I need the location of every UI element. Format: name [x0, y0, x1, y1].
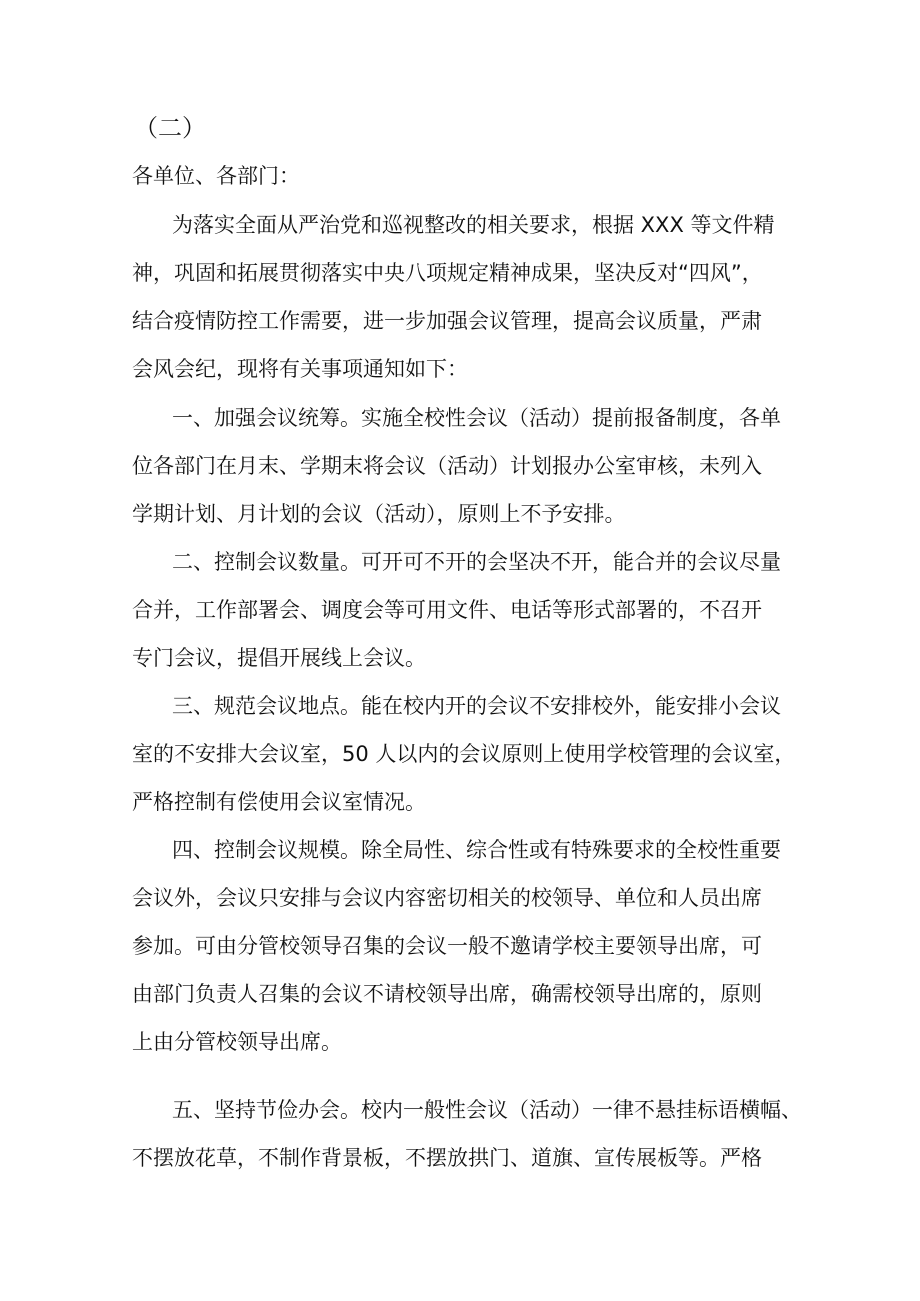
paragraph-line: 结合疫情防控工作需要，进一步加强会议管理，提高会议质量，严肃 — [132, 309, 762, 333]
paragraph-line: 会议外，会议只安排与会议内容密切相关的校领导、单位和人员出席 — [132, 886, 762, 910]
paragraph-line: 室的不安排大会议室，50 人以内的会议原则上使用学校管理的会议室， — [132, 742, 796, 766]
paragraph-line: 合并，工作部署会、调度会等可用文件、电话等形式部署的，不召开 — [132, 598, 762, 622]
document-heading: （二） — [134, 114, 206, 142]
paragraph-line: 会风会纪，现将有关事项通知如下： — [132, 357, 468, 381]
paragraph-line: 上由分管校领导出席。 — [132, 1030, 342, 1054]
paragraph-line: 专门会议，提倡开展线上会议。 — [132, 646, 426, 670]
paragraph-line: 学期计划、月计划的会议（活动），原则上不予安排。 — [132, 502, 626, 526]
paragraph-line: 由部门负责人召集的会议不请校领导出席，确需校领导出席的，原则 — [132, 982, 762, 1006]
paragraph-line: 为落实全面从严治党和巡视整改的相关要求，根据 XXX 等文件精 — [172, 213, 775, 237]
paragraph-line: 位各部门在月末、学期末将会议（活动）计划报办公室审核，未列入 — [132, 454, 762, 478]
paragraph-line: 三、规范会议地点。能在校内开的会议不安排校外，能安排小会议 — [172, 694, 781, 718]
paragraph-line: 严格控制有偿使用会议室情况。 — [132, 790, 426, 814]
paragraph-line: 神，巩固和拓展贯彻落实中央八项规定精神成果，坚决反对“四风”， — [132, 261, 763, 285]
paragraph-line: 二、控制会议数量。可开可不开的会坚决不开，能合并的会议尽量 — [172, 550, 781, 574]
paragraph-line: 四、控制会议规模。除全局性、综合性或有特殊要求的全校性重要 — [172, 838, 781, 862]
paragraph-line: 五、坚持节俭办会。校内一般性会议（活动）一律不悬挂标语横幅、 — [172, 1098, 802, 1122]
paragraph-line: 参加。可由分管校领导召集的会议一般不邀请学校主要领导出席，可 — [132, 934, 762, 958]
salutation: 各单位、各部门： — [132, 164, 300, 188]
paragraph-line: 不摆放花草，不制作背景板，不摆放拱门、道旗、宣传展板等。严格 — [132, 1146, 762, 1170]
paragraph-line: 一、加强会议统筹。实施全校性会议（活动）提前报备制度，各单 — [172, 406, 781, 430]
